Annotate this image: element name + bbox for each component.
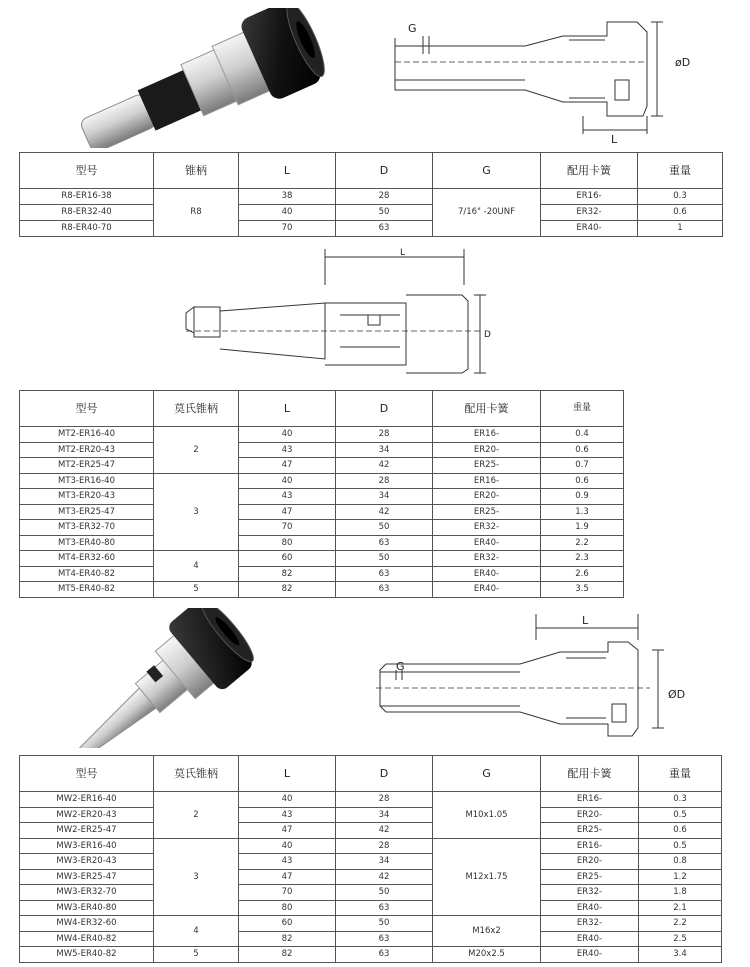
- table-row: [20, 504, 624, 520]
- table-row: [20, 947, 722, 963]
- l-cell: 40: [239, 427, 336, 443]
- thread-cell: M10x1.05: [433, 792, 541, 839]
- dim-d-label: D: [484, 330, 491, 340]
- d-cell: 50: [336, 885, 433, 901]
- taper-cell: 5: [154, 947, 239, 963]
- dim-d-label: øD: [675, 56, 691, 69]
- d-cell: 63: [336, 582, 433, 598]
- model-cell: R8-ER16-38: [20, 189, 154, 205]
- taper-cell: 4: [154, 916, 239, 947]
- collet-cell: ER40-: [541, 900, 639, 916]
- d-cell: 63: [336, 931, 433, 947]
- collet-cell: ER16-: [541, 189, 638, 205]
- weight-cell: 0.5: [639, 807, 722, 823]
- l-cell: 70: [239, 221, 336, 237]
- l-cell: 70: [239, 520, 336, 536]
- table-row: [20, 582, 624, 598]
- collet-cell: ER16-: [541, 838, 639, 854]
- col-d: D: [336, 391, 433, 427]
- col-model: 型号: [20, 391, 154, 427]
- mt-spec-table: [19, 390, 624, 598]
- l-cell: 82: [239, 582, 336, 598]
- weight-cell: 0.5: [639, 838, 722, 854]
- l-cell: 43: [239, 442, 336, 458]
- weight-cell: 2.2: [639, 916, 722, 932]
- collet-cell: ER20-: [433, 489, 541, 505]
- d-cell: 63: [336, 947, 433, 963]
- l-cell: 80: [239, 900, 336, 916]
- collet-cell: ER32-: [433, 520, 541, 536]
- weight-cell: 2.3: [541, 551, 624, 567]
- l-cell: 43: [239, 807, 336, 823]
- weight-cell: 1.8: [639, 885, 722, 901]
- mt-technical-drawing: [180, 245, 510, 380]
- d-cell: 34: [336, 807, 433, 823]
- model-cell: MT5-ER40-82: [20, 582, 154, 598]
- model-cell: MW3-ER16-40: [20, 838, 154, 854]
- collet-cell: ER25-: [433, 458, 541, 474]
- model-cell: MW3-ER32-70: [20, 885, 154, 901]
- shank-cell: R8: [154, 189, 239, 237]
- d-cell: 50: [336, 205, 433, 221]
- d-cell: 63: [336, 900, 433, 916]
- model-cell: MT3-ER32-70: [20, 520, 154, 536]
- weight-cell: 2.5: [639, 931, 722, 947]
- weight-cell: 3.5: [541, 582, 624, 598]
- model-cell: MW5-ER40-82: [20, 947, 154, 963]
- col-d: D: [336, 153, 433, 189]
- l-cell: 82: [239, 566, 336, 582]
- table-row: [20, 931, 722, 947]
- collet-cell: ER40-: [541, 947, 639, 963]
- d-cell: 42: [336, 458, 433, 474]
- collet-cell: ER25-: [433, 504, 541, 520]
- col-morse-taper: 莫氏锥柄: [154, 391, 239, 427]
- d-cell: 28: [336, 427, 433, 443]
- l-cell: 70: [239, 885, 336, 901]
- collet-cell: ER40-: [541, 931, 639, 947]
- thread-cell: M20x2.5: [433, 947, 541, 963]
- collet-cell: ER40-: [433, 535, 541, 551]
- table-row: [20, 900, 722, 916]
- collet-cell: ER25-: [541, 823, 639, 839]
- taper-cell: 2: [154, 427, 239, 474]
- thread-cell: M12x1.75: [433, 838, 541, 916]
- l-cell: 82: [239, 947, 336, 963]
- table-row: [20, 442, 624, 458]
- thread-cell: 7/16" -20UNF: [433, 189, 541, 237]
- col-g: G: [433, 756, 541, 792]
- collet-cell: ER25-: [541, 869, 639, 885]
- l-cell: 47: [239, 504, 336, 520]
- table-row: [20, 473, 624, 489]
- col-weight: 重量: [639, 756, 722, 792]
- col-weight: 重量: [638, 153, 723, 189]
- d-cell: 34: [336, 489, 433, 505]
- mw-technical-drawing: [370, 610, 705, 750]
- taper-cell: 4: [154, 551, 239, 582]
- d-cell: 28: [336, 189, 433, 205]
- table-row: [20, 535, 624, 551]
- l-cell: 40: [239, 205, 336, 221]
- table-row: [20, 458, 624, 474]
- taper-cell: 2: [154, 792, 239, 839]
- model-cell: R8-ER40-70: [20, 221, 154, 237]
- table-row: [20, 489, 624, 505]
- mt-table-body: [20, 427, 624, 598]
- table-row: [20, 205, 723, 221]
- table-row: [20, 189, 723, 205]
- col-collet: 配用卡簧: [541, 153, 638, 189]
- dim-g-label: G: [408, 22, 417, 35]
- d-cell: 42: [336, 823, 433, 839]
- collet-cell: ER40-: [433, 566, 541, 582]
- l-cell: 80: [239, 535, 336, 551]
- collet-cell: ER16-: [433, 427, 541, 443]
- collet-cell: ER20-: [541, 807, 639, 823]
- weight-cell: 2.1: [639, 900, 722, 916]
- dim-d-label: ØD: [668, 688, 686, 701]
- table-row: [20, 792, 722, 808]
- weight-cell: 0.8: [639, 854, 722, 870]
- l-cell: 38: [239, 189, 336, 205]
- r8-collet-chuck-photo: [60, 8, 340, 148]
- collet-cell: ER32-: [433, 551, 541, 567]
- taper-cell: 5: [154, 582, 239, 598]
- weight-cell: 0.7: [541, 458, 624, 474]
- model-cell: MT3-ER25-47: [20, 504, 154, 520]
- d-cell: 28: [336, 838, 433, 854]
- model-cell: MT2-ER25-47: [20, 458, 154, 474]
- model-cell: MT4-ER40-82: [20, 566, 154, 582]
- weight-cell: 1.9: [541, 520, 624, 536]
- dim-l-label: L: [611, 133, 618, 145]
- col-morse-taper: 莫氏锥柄: [154, 756, 239, 792]
- model-cell: MW2-ER25-47: [20, 823, 154, 839]
- weight-cell: 0.3: [639, 792, 722, 808]
- collet-cell: ER16-: [541, 792, 639, 808]
- collet-cell: ER32-: [541, 916, 639, 932]
- weight-cell: 0.9: [541, 489, 624, 505]
- d-cell: 34: [336, 442, 433, 458]
- collet-cell: ER40-: [541, 221, 638, 237]
- model-cell: MW3-ER40-80: [20, 900, 154, 916]
- l-cell: 43: [239, 489, 336, 505]
- col-model: 型号: [20, 756, 154, 792]
- table-row: [20, 838, 722, 854]
- l-cell: 82: [239, 931, 336, 947]
- model-cell: MT2-ER16-40: [20, 427, 154, 443]
- table-row: [20, 566, 624, 582]
- taper-cell: 3: [154, 473, 239, 551]
- col-model: 型号: [20, 153, 154, 189]
- table-row: [20, 916, 722, 932]
- l-cell: 47: [239, 823, 336, 839]
- weight-cell: 1: [638, 221, 723, 237]
- weight-cell: 1.3: [541, 504, 624, 520]
- l-cell: 40: [239, 473, 336, 489]
- col-d: D: [336, 756, 433, 792]
- model-cell: MW2-ER16-40: [20, 792, 154, 808]
- d-cell: 50: [336, 551, 433, 567]
- l-cell: 40: [239, 792, 336, 808]
- model-cell: MT2-ER20-43: [20, 442, 154, 458]
- col-g: G: [433, 153, 541, 189]
- d-cell: 34: [336, 854, 433, 870]
- weight-cell: 0.6: [541, 473, 624, 489]
- mw-spec-table: [19, 755, 722, 963]
- weight-cell: 2.6: [541, 566, 624, 582]
- r8-technical-drawing: [375, 10, 710, 145]
- table-row: [20, 221, 723, 237]
- l-cell: 60: [239, 551, 336, 567]
- weight-cell: 3.4: [639, 947, 722, 963]
- col-shank: 锥柄: [154, 153, 239, 189]
- col-collet: 配用卡簧: [541, 756, 639, 792]
- col-collet: 配用卡簧: [433, 391, 541, 427]
- weight-cell: 2.2: [541, 535, 624, 551]
- d-cell: 63: [336, 221, 433, 237]
- table-row: [20, 854, 722, 870]
- dim-g-label: G: [396, 660, 405, 673]
- d-cell: 28: [336, 792, 433, 808]
- collet-cell: ER20-: [433, 442, 541, 458]
- col-weight: 重量: [541, 391, 624, 427]
- model-cell: MT4-ER32-60: [20, 551, 154, 567]
- r8-spec-table: [19, 152, 723, 237]
- d-cell: 50: [336, 520, 433, 536]
- model-cell: MW2-ER20-43: [20, 807, 154, 823]
- d-cell: 42: [336, 504, 433, 520]
- l-cell: 60: [239, 916, 336, 932]
- model-cell: MW4-ER40-82: [20, 931, 154, 947]
- table-row: [20, 427, 624, 443]
- weight-cell: 0.6: [541, 442, 624, 458]
- weight-cell: 0.6: [638, 205, 723, 221]
- table-row: [20, 520, 624, 536]
- table-row: [20, 807, 722, 823]
- d-cell: 63: [336, 535, 433, 551]
- col-l: L: [239, 391, 336, 427]
- collet-cell: ER16-: [433, 473, 541, 489]
- col-l: L: [239, 756, 336, 792]
- d-cell: 42: [336, 869, 433, 885]
- model-cell: MT3-ER40-80: [20, 535, 154, 551]
- thread-cell: M16x2: [433, 916, 541, 947]
- l-cell: 40: [239, 838, 336, 854]
- model-cell: MW3-ER25-47: [20, 869, 154, 885]
- d-cell: 28: [336, 473, 433, 489]
- collet-cell: ER40-: [433, 582, 541, 598]
- table-row: [20, 551, 624, 567]
- d-cell: 63: [336, 566, 433, 582]
- collet-cell: ER32-: [541, 885, 639, 901]
- l-cell: 47: [239, 869, 336, 885]
- l-cell: 47: [239, 458, 336, 474]
- col-l: L: [239, 153, 336, 189]
- l-cell: 43: [239, 854, 336, 870]
- collet-cell: ER32-: [541, 205, 638, 221]
- dim-l-label: L: [400, 248, 406, 258]
- weight-cell: 1.2: [639, 869, 722, 885]
- weight-cell: 0.4: [541, 427, 624, 443]
- weight-cell: 0.6: [639, 823, 722, 839]
- model-cell: MT3-ER20-43: [20, 489, 154, 505]
- table-row: [20, 885, 722, 901]
- model-cell: MW3-ER20-43: [20, 854, 154, 870]
- table-row: [20, 869, 722, 885]
- table-row: [20, 823, 722, 839]
- model-cell: R8-ER32-40: [20, 205, 154, 221]
- weight-cell: 0.3: [638, 189, 723, 205]
- model-cell: MW4-ER32-60: [20, 916, 154, 932]
- mw-collet-chuck-photo: [70, 608, 270, 748]
- model-cell: MT3-ER16-40: [20, 473, 154, 489]
- dim-l-label: L: [582, 614, 589, 627]
- taper-cell: 3: [154, 838, 239, 916]
- mw-table-body: [20, 792, 722, 963]
- collet-cell: ER20-: [541, 854, 639, 870]
- d-cell: 50: [336, 916, 433, 932]
